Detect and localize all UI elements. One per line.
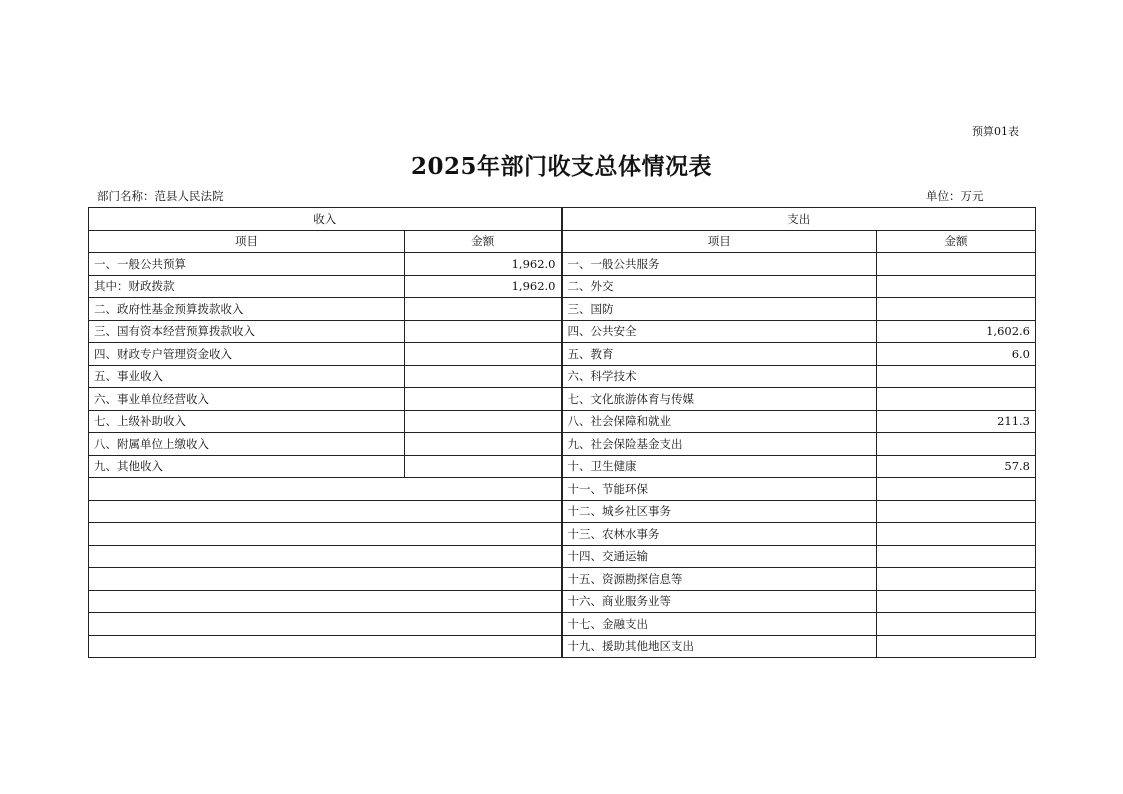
- table-row: [89, 455, 1036, 478]
- income-blank-cell: [89, 568, 562, 591]
- table-row: [89, 298, 1036, 321]
- income-amount: [405, 410, 562, 433]
- table-row: [89, 365, 1036, 388]
- income-amount: [405, 365, 562, 388]
- income-amount: [405, 455, 562, 478]
- expense-amount: [877, 365, 1036, 388]
- table-row: [89, 410, 1036, 433]
- expense-item: 十一、节能环保: [562, 478, 877, 501]
- expense-item: 九、社会保险基金支出: [562, 433, 877, 456]
- table-row: [89, 635, 1036, 658]
- income-amount: 1,962.0: [405, 275, 562, 298]
- table-row: [89, 433, 1036, 456]
- expense-item: 十九、援助其他地区支出: [562, 635, 877, 658]
- expense-amount: 6.0: [877, 343, 1036, 366]
- income-item: 一、一般公共预算: [89, 253, 405, 276]
- table-row: [89, 568, 1036, 591]
- form-number: 预算01表: [972, 125, 1019, 138]
- budget-table: [88, 207, 1036, 658]
- expense-amount: [877, 298, 1036, 321]
- expense-amount: [877, 500, 1036, 523]
- expense-amount: 1,602.6: [877, 320, 1036, 343]
- income-item: 九、其他收入: [89, 455, 405, 478]
- table-row: [89, 320, 1036, 343]
- table-row: [89, 253, 1036, 276]
- income-item: 其中：财政拨款: [89, 275, 405, 298]
- income-blank-cell: [89, 478, 562, 501]
- expense-amount: [877, 253, 1036, 276]
- income-blank-cell: [89, 545, 562, 568]
- expense-amount: [877, 590, 1036, 613]
- income-amount: [405, 320, 562, 343]
- expense-item: 四、公共安全: [562, 320, 877, 343]
- expense-item: 十六、商业服务业等: [562, 590, 877, 613]
- expense-item: 三、国防: [562, 298, 877, 321]
- expense-amount: [877, 613, 1036, 636]
- expense-amount: [877, 433, 1036, 456]
- income-amount: [405, 298, 562, 321]
- income-item: 三、国有资本经营预算拨款收入: [89, 320, 405, 343]
- income-item: 七、上级补助收入: [89, 410, 405, 433]
- income-amount-header: 金额: [405, 230, 562, 253]
- income-item: 八、附属单位上缴收入: [89, 433, 405, 456]
- income-blank-cell: [89, 500, 562, 523]
- expense-item: 六、科学技术: [562, 365, 877, 388]
- expense-item: 十、卫生健康: [562, 455, 877, 478]
- income-blank-cell: [89, 590, 562, 613]
- expense-amount: [877, 523, 1036, 546]
- expense-amount: [877, 478, 1036, 501]
- income-item-header: 项目: [89, 230, 405, 253]
- expense-item: 一、一般公共服务: [562, 253, 877, 276]
- expense-item: 十三、农林水事务: [562, 523, 877, 546]
- income-item: 四、财政专户管理资金收入: [89, 343, 405, 366]
- table-row: [89, 590, 1036, 613]
- expense-item-header: 项目: [562, 230, 877, 253]
- expense-amount: [877, 568, 1036, 591]
- income-amount: [405, 433, 562, 456]
- expense-item: 十二、城乡社区事务: [562, 500, 877, 523]
- table-row: [89, 275, 1036, 298]
- expense-amount: [877, 275, 1036, 298]
- department-name: 部门名称：范县人民法院: [97, 189, 224, 203]
- income-blank-cell: [89, 523, 562, 546]
- column-header-row: [89, 230, 1036, 253]
- expense-amount: [877, 635, 1036, 658]
- table-row: [89, 343, 1036, 366]
- section-header-row: [89, 208, 1036, 231]
- income-item: 六、事业单位经营收入: [89, 388, 405, 411]
- income-item: 二、政府性基金预算拨款收入: [89, 298, 405, 321]
- table-row: [89, 523, 1036, 546]
- page-title: 2025年部门收支总体情况表: [410, 153, 712, 180]
- table-row: [89, 500, 1036, 523]
- expense-item: 十五、资源勘探信息等: [562, 568, 877, 591]
- income-blank-cell: [89, 613, 562, 636]
- income-blank-cell: [89, 635, 562, 658]
- expense-amount: 211.3: [877, 410, 1036, 433]
- expense-amount: 57.8: [877, 455, 1036, 478]
- expense-amount: [877, 545, 1036, 568]
- income-amount: [405, 343, 562, 366]
- expense-amount-header: 金额: [877, 230, 1036, 253]
- expense-item: 十七、金融支出: [562, 613, 877, 636]
- expense-header: 支出: [562, 208, 1036, 231]
- income-item: 五、事业收入: [89, 365, 405, 388]
- expense-item: 八、社会保障和就业: [562, 410, 877, 433]
- table-row: [89, 613, 1036, 636]
- unit-label: 单位：万元: [926, 189, 984, 203]
- income-amount: [405, 388, 562, 411]
- income-amount: 1,962.0: [405, 253, 562, 276]
- expense-item: 十四、交通运输: [562, 545, 877, 568]
- expense-item: 五、教育: [562, 343, 877, 366]
- income-header: 收入: [89, 208, 562, 231]
- table-row: [89, 388, 1036, 411]
- expense-amount: [877, 388, 1036, 411]
- table-row: [89, 545, 1036, 568]
- expense-item: 二、外交: [562, 275, 877, 298]
- table-row: [89, 478, 1036, 501]
- expense-item: 七、文化旅游体育与传媒: [562, 388, 877, 411]
